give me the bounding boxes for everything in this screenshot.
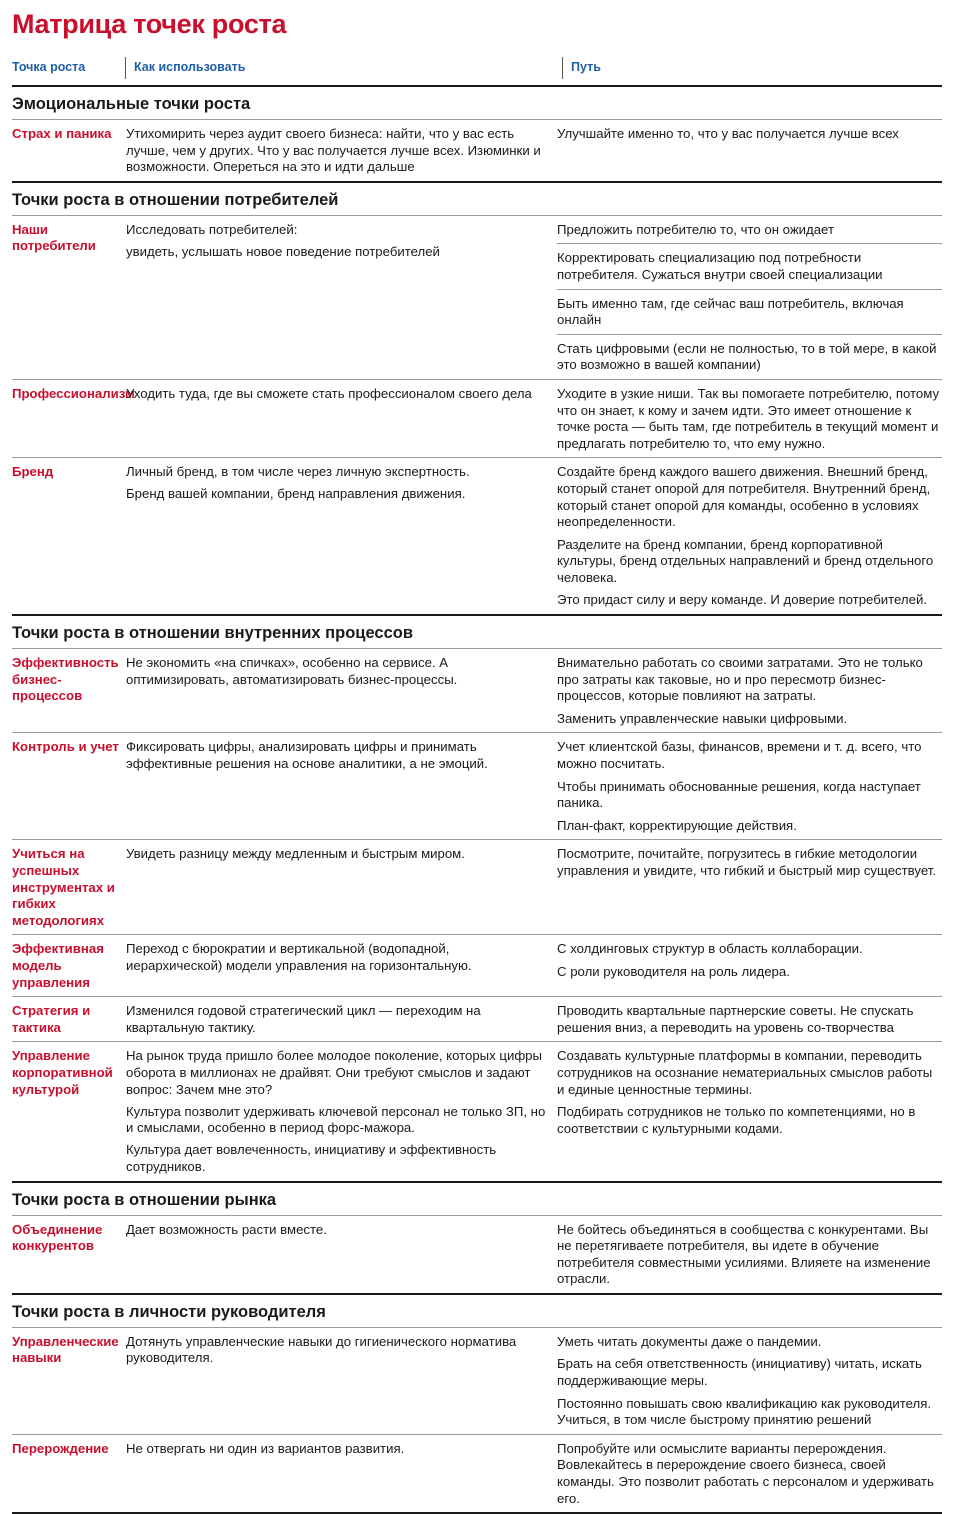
how-to-use-cell [122, 120, 557, 181]
path-cell [557, 458, 942, 614]
growth-point-label: Наши потребители [12, 221, 96, 254]
path-item: Создавать культурные платформы в компании, переводить сотрудников на осознание нематериальных смыслов работы и единые ценностные термины. [557, 1048, 933, 1097]
path-item: Не бойтесь объединяться в сообщества с конкурентами. Вы не перетягиваете потребителя, вы идете в обучение потребителя совместными усилиями. Влияете на изменение отрасли. [557, 1221, 931, 1287]
how-to-use-text: Личный бренд, в том числе через личную экспертность. [126, 464, 470, 480]
path-item: Создайте бренд каждого вашего движения. Внешний бренд, который станет опорой для потребителя. Внутренний бренд, который станет опорой для команды, особенно в условиях неопределенности. [557, 464, 931, 530]
table-row [12, 216, 942, 379]
growth-point-label: Учиться на успешных инструментах и гибких методологиях [12, 846, 115, 928]
path-item: Внимательно работать со своими затратами. Это не только про затраты как таковые, но и про пересмотр бизнес- процессов, которые повлияют на затраты. [557, 655, 923, 704]
how-to-use-text: Изменился годовой стратегический цикл — переходим на квартальную тактику. [126, 1003, 481, 1035]
how-to-use-cell [122, 840, 557, 934]
path-cell [557, 216, 942, 379]
how-to-use-cell [122, 935, 557, 996]
path-item: Попробуйте или осмыслите варианты перерождения. Вовлекайтесь в перерождение своего бизнеса, своей команды. Это позволит работать с персоналом и удерживать его. [557, 1440, 934, 1506]
how-to-use-cell [122, 1328, 557, 1434]
growth-point-label: Стратегия и тактика [12, 1003, 91, 1035]
growth-point-label: Бренд [12, 464, 54, 480]
column-header-point: Точка роста [12, 60, 86, 74]
path-item: Корректировать специализацию под потребности потребителя. Сужаться внутри своей специализации [557, 243, 942, 288]
how-to-use-text: Увидеть разницу между медленным и быстрым миром. [126, 846, 465, 862]
how-to-use-text: Фиксировать цифры, анализировать цифры и принимать эффективные решения на основе аналитики, а не эмоций. [126, 739, 488, 772]
table-row [12, 457, 942, 614]
path-item: Уходите в узкие ниши. Так вы помогаете потребителю, потому что он знает, к кому и зачем идти. Это имеет отношение к точке роста — быть там, где потребитель в текущий момент и предлагать потребителю то, что ему нужно. [557, 385, 940, 451]
how-to-use-cell [122, 1216, 557, 1293]
table-row [12, 839, 942, 934]
growth-point-label: Контроль и учет [12, 739, 119, 755]
page-title: Матрица точек роста [12, 9, 287, 39]
section-rows [12, 216, 942, 614]
table-row [12, 934, 942, 996]
path-item: Предложить потребителю то, что он ожидает [557, 221, 834, 237]
section-rows [12, 1216, 942, 1293]
table-row [12, 120, 942, 181]
how-to-use-text: Культура дает вовлеченность, инициативу и эффективность сотрудников. [126, 1142, 497, 1174]
column-header [12, 57, 942, 87]
how-to-use-cell [122, 997, 557, 1041]
how-to-use-text: На рынок труда пришло более молодое поколение, которых цифры оборота в миллионах не драйвят. Они требуют смыслов и задают вопрос: Зачем мне это? [126, 1048, 542, 1097]
how-to-use-cell [122, 216, 557, 379]
path-item: Разделите на бренд компании, бренд корпоративной культуры, бренд отдельных направлений и бренд отдельного человека. [557, 536, 934, 585]
column-header-path: Путь [562, 57, 942, 79]
path-cell [557, 120, 942, 181]
path-item: Учет клиентской базы, финансов, времени и т. д. всего, что можно посчитать. [557, 739, 922, 772]
growth-point-label: Управленческие навыки [12, 1333, 119, 1366]
growth-point-label: Профессионализм [12, 385, 135, 401]
matrix-table [12, 87, 942, 1514]
path-item: Это придаст силу и веру команде. И доверие потребителей. [557, 592, 927, 608]
path-item: Брать на себя ответственность (инициативу) читать, искать поддерживающие меры. [557, 1356, 922, 1389]
how-to-use-text: увидеть, услышать новое поведение потребителей [126, 243, 440, 259]
path-cell [557, 1328, 942, 1434]
how-to-use-text: Бренд вашей компании, бренд направления движения. [126, 486, 466, 502]
path-cell [557, 1216, 942, 1293]
table-row [12, 649, 942, 732]
path-item: Уметь читать документы даже о пандемии. [557, 1333, 822, 1349]
path-cell [557, 380, 942, 457]
path-item: Чтобы принимать обоснованные решения, когда наступает паника. [557, 778, 921, 811]
section-title: Точки роста в отношении потребителей [12, 183, 942, 216]
how-to-use-cell [122, 380, 557, 457]
how-to-use-text: Дотянуть управленческие навыки до гигиенического норматива руководителя. [126, 1333, 517, 1366]
section-rows [12, 1328, 942, 1512]
section-title: Точки роста в отношении внутренних процессов [12, 616, 942, 649]
page [12, 0, 942, 1514]
section [12, 1183, 942, 1295]
path-item: Быть именно там, где сейчас ваш потребитель, включая онлайн [557, 289, 942, 334]
table-row [12, 379, 942, 457]
growth-point-label: Перерождение [12, 1440, 109, 1456]
section [12, 616, 942, 1182]
path-item: С холдинговых структур в область коллаборации. [557, 941, 863, 957]
table-row [12, 1041, 942, 1180]
how-to-use-text: Дает возможность расти вместе. [126, 1221, 327, 1237]
path-item: Проводить квартальные партнерские советы. Не спускать решения вниз, а переводить на уровень со-творчества [557, 1003, 914, 1035]
how-to-use-text: Переход с бюрократии и вертикальной (водопадной, иерархической) модели управления на горизонтальную. [126, 941, 472, 973]
path-cell [557, 935, 942, 996]
path-item: Стать цифровыми (если не полностью, то в той мере, в какой это возможно в вашей компании) [557, 334, 942, 379]
how-to-use-cell [122, 649, 557, 732]
path-cell [557, 840, 942, 934]
section-rows [12, 120, 942, 181]
how-to-use-text: Не экономить «на спичках», особенно на сервисе. А оптимизировать, автоматизировать бизнес-процессы. [126, 655, 458, 687]
path-cell [557, 733, 942, 839]
path-cell [557, 1042, 942, 1180]
table-row [12, 1434, 942, 1512]
path-item: Постоянно повышать свою квалификацию как руководителя. Учиться, в том числе быстрому принятию решений [557, 1395, 932, 1428]
how-to-use-text: Исследовать потребителей: [126, 221, 298, 237]
path-item: Посмотрите, почитайте, погрузитесь в гибкие методологии управления и увидите, что гибкий и быстрый мир существует. [557, 846, 936, 878]
how-to-use-text: Культура позволит удерживать ключевой персонал не только ЗП, но и смыслами, особенно в период форс-мажора. [126, 1103, 546, 1136]
section-title: Эмоциональные точки роста [12, 87, 942, 120]
table-row [12, 732, 942, 839]
how-to-use-cell [122, 1042, 557, 1180]
column-header-how: Как использовать [125, 57, 562, 79]
section [12, 183, 942, 616]
growth-point-label: Объединение конкурентов [12, 1221, 103, 1254]
section [12, 87, 942, 183]
section-title: Точки роста в личности руководителя [12, 1295, 942, 1328]
section-rows [12, 649, 942, 1180]
how-to-use-text: Не отвергать ни один из вариантов развития. [126, 1440, 405, 1456]
path-item: Улучшайте именно то, что у вас получается лучше всех [557, 126, 899, 141]
growth-point-label: Страх и паника [12, 126, 112, 141]
growth-point-label: Управление корпоративной культурой [12, 1048, 113, 1097]
how-to-use-cell [122, 458, 557, 614]
section-title: Точки роста в отношении рынка [12, 1183, 942, 1216]
path-item: Подбирать сотрудников не только по компетенциями, но в соответствии с культурными кодами. [557, 1104, 916, 1136]
how-to-use-cell [122, 733, 557, 839]
path-cell [557, 649, 942, 732]
table-row [12, 1216, 942, 1293]
growth-point-label: Эффективность бизнес-процессов [12, 655, 119, 704]
section [12, 1295, 942, 1514]
path-item: Заменить управленческие навыки цифровыми. [557, 710, 848, 726]
how-to-use-text: Утихомирить через аудит своего бизнеса: найти, что у вас есть лучше, чем у других. Что у вас получается лучше всех. Изюминки и возможности. Опереться на это и идти дальше [126, 126, 541, 175]
table-row [12, 996, 942, 1041]
path-item: С роли руководителя на роль лидера. [557, 963, 790, 979]
growth-point-label: Эффективная модель управления [12, 941, 104, 990]
path-item: План-факт, корректирующие действия. [557, 817, 797, 833]
path-cell [557, 997, 942, 1041]
table-row [12, 1328, 942, 1434]
how-to-use-text: Уходить туда, где вы сможете стать профессионалом своего дела [126, 385, 532, 401]
